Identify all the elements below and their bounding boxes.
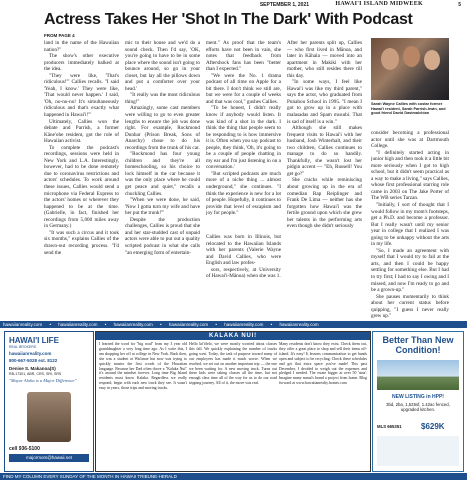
agent-credentials: RB-17301, ABR, CRS, SRI, SRS xyxy=(9,372,62,376)
paragraph: mic to their house and we'd do a sound check. Then I'd say, 'OK, you're going to have to be in some place where the sound isn't going to bounce around, so go in your closet, but lay all the pillows down and put a comforter over your head.' xyxy=(125,40,200,92)
paragraph: "When we were done, he said, 'Now I gotta turn my wife and have her put the trunk!'" xyxy=(125,197,200,217)
paragraph: Ultimately, Callies won the debate and Parrish, a former Kāne'ohe resident, got the role of Hawaiian activist. xyxy=(44,118,119,145)
article-column-5 xyxy=(371,130,449,320)
person-figure xyxy=(381,48,399,70)
paragraph: Amazingly, some cast members were willing to go to even greater lengths to ensure the job was done right. For example, Rockmond Dunbar (Prison Break, Sons of Anarchy) chose to do his recordings from the trunk of his car. xyxy=(125,105,200,151)
mls-number: MLS 665351 xyxy=(377,424,402,429)
ad-website[interactable]: hawaiianreality.com xyxy=(9,351,52,356)
banner-link[interactable]: hawaiianreality.com xyxy=(279,322,319,327)
paragraph: After her parents split up, Callies — who first lived in Mānoa, and later in Kāhala — moved into an apartment in Makiki with her mother, who still resides there till this day. xyxy=(287,40,362,79)
website-banner[interactable]: hawaiianreality.com • hawaiianreality.com • hawaiianreality.com • hawaiianreality.com • hawaiianreality.com • hawaiianreality.com xyxy=(0,321,467,328)
paragraph: "It really was the most ridiculous thing!" xyxy=(125,92,200,105)
paragraph: ment." As proof that the team's efforts have not been in vain, she notes that feedback from Aftershock fans has been "better than I expected." xyxy=(206,40,281,73)
paragraph: "It was such a circus and it took six months," explains Callies of the drawn-out recording process. "I'd send the xyxy=(44,229,119,256)
person-figure xyxy=(403,46,420,67)
banner-link[interactable]: hawaiianreality.com xyxy=(224,322,264,327)
paragraph: "We were the No. 1 drama podcast of all time on Apple for a bit there. I don't think we still are, but we were for a couple of weeks and that was cool," gushes Callies. xyxy=(206,72,281,105)
continuation-label: FROM PAGE 4 xyxy=(44,33,75,38)
agent-tagline: "Mayor Aloha is a Major Difference" xyxy=(9,378,77,383)
footer-text: FIND MY COLUMN EVERY SUNDAY OF THE MONTH IN HAWAII TRIBUNE-HERALD xyxy=(3,474,177,479)
page-header xyxy=(0,0,467,9)
banner-link[interactable]: hawaiianreality.com xyxy=(3,322,43,327)
house-photo xyxy=(377,360,459,390)
brand-logo: HAWAI'I LIFE xyxy=(9,336,59,345)
paragraph: "So, I made an agreement with myself that I would try to fail at the arts, and then I could be happy settling for something else. But I had to try first; I had to say I owing and I missed, and now I'm ready to go and be a grown-up." xyxy=(371,247,449,294)
paragraph: The show's other executive producers immediately balked at the idea. xyxy=(44,53,119,73)
publication-name: HAWAI'I ISLAND MIDWEEK xyxy=(335,1,423,7)
agent-cell[interactable]: cell 936-5100 xyxy=(9,446,40,452)
banner-link[interactable]: hawaiianreality.com xyxy=(113,322,153,327)
issue-date: SEPTEMBER 1, 2021 xyxy=(259,2,309,8)
cast-photo xyxy=(371,38,449,100)
paragraph: "To be honest, I didn't really know if anybody would listen. It was kind of a shot in the dark. I think the thing that people seem to be responding to is how immersive it is. Often when you say podcast to people, they think, 'Oh, it's going to be a couple of people chatting in my ear and I'm just listening in on a conversation.' xyxy=(206,105,281,171)
paragraph: Despite the production challenges, Callies is proud that she and her star-studded cast of unpaid actors were able to put out a quality scripted podcast in what she calls "an emerging form of entertain- xyxy=(125,216,200,256)
column-title: KALAKA NUI! xyxy=(96,332,370,340)
paragraph: "I definitely started acting in junior high and then took it a little bit more seriously when I got to high school, but it didn't seem practical as a way to make a living," says Callies, whose first professional starring role came in 2003 on The Jake Porter of The WB series Tarzan. xyxy=(371,149,449,202)
paragraph: consider becoming a professional actor until she was at Dartmouth College. xyxy=(371,130,449,150)
agent-name: Denise S. Makanoa(S) xyxy=(9,366,56,371)
brokerage-logo xyxy=(377,436,459,466)
paragraph: "But scripted podcasts are much more of a niche thing ... almost underground," she continues. "I think the experience is new for a lot of people. Hopefully, it continues to provide that level of escapism and joy for people." xyxy=(206,170,281,217)
new-listing-label: NEW LISTING in HPP! xyxy=(392,394,444,400)
paragraph: "Initially, I sort of thought that I would follow in my mom's footsteps, get a Ph.D. and become a professor. But I really wasn't until my senior year in college that I realized I was going to be unhappy without the arts in my life. xyxy=(371,202,449,248)
realtor-ad[interactable] xyxy=(4,331,94,472)
article-headline: Actress Takes Her 'Shot In The Dark' With Podcast xyxy=(44,11,413,28)
person-figure xyxy=(424,50,440,70)
column-text: Many residents don't know they exist. Check them out, they offer a great place to shop and sell their items off-island. It's easy! It lessons communication to get hands open and subject to be recycling. Check these schedules and get that extra space you've made! This past December, I decided to weigh out the expenses and pledged I needed. The estate bigger at over 50 'aina'. Imagine many nunui's brand a project from home. Blog forward at www.hawaiianrealty.homes.com xyxy=(279,342,367,386)
photo-caption: Sarah Wayne Callies with costar former Hawai'i resident, Sarah Parrish-Irwin, and good friend David Dastmalchian xyxy=(371,102,446,115)
paragraph: "In some ways, I feel like Hawai'i was like my third parent," says the actor, who graduated from Punahou School in 1995. "I mean I got to grow up in a place with malasadas and Spam musubi. That is sad of itself is a win." xyxy=(287,79,362,125)
footer-banner xyxy=(0,473,467,480)
article-column-2 xyxy=(125,40,200,256)
column-text: Hello kō'ōlelo, we were mostly worried about classes this fall. We quickly explaining the number of trucks going west. Today, the task of purpose toward many of our employees has made it much worse. When we reached, we set out on another important trip — the one we been waiting for. A new moving truck. Turns out these kids were taking classes all the time, but not enough class time all of the way for us to do our road tripping journey. All of it, the move was real. xyxy=(189,342,277,386)
listing-headline: Better Than New Condition! xyxy=(382,335,454,355)
article-column-4 xyxy=(287,40,362,320)
article-column-1 xyxy=(44,40,119,256)
paragraph: She pauses momentarily to think about her current status before quipping, "I guess I never really grew up." xyxy=(371,293,449,320)
agent-email[interactable]: majormom@hawaii.net xyxy=(9,454,89,462)
page-number: 5 xyxy=(458,2,461,8)
agent-portrait xyxy=(27,392,71,442)
listing-price: $629K xyxy=(421,422,445,431)
column-box xyxy=(95,331,371,472)
article-column-3-lower xyxy=(206,234,281,320)
paragraph: She cracks while reminiscing about growing up in the era of comedian Rap Reiplinger and Frank De Lima — neither has she forgotten how Hawai'i was the fertile ground upon which she grew her talents in the performing arts even though she didn't seriously xyxy=(287,177,362,230)
banner-link[interactable]: hawaiianreality.com xyxy=(58,322,98,327)
paragraph: sors, respectively, at University of Hawai'i-Mānoa) when she was 1. xyxy=(206,266,281,280)
paragraph: "Rockmond has four young children and they're all homeschooling, so his choice to lock himself in the car because it was the only place where he could get peace and quiet," recalls a chuckling Callies. xyxy=(125,151,200,197)
paragraph: To complete the podcast's recordings, sessions were held in New York and L.A. Interestingly, however, had to be done remotely due to coronavirus restrictions and actors' schedules. To work around these issues, Callies would send a microphone via Federal Express to the actors' homes or wherever they happened to be at the time. (Gabrielle, in fact, finished her recordings from 5,000 miles away in Germany.) xyxy=(44,144,119,230)
brand-subtitle: REAL BROKERS xyxy=(9,345,37,349)
paragraph: Callies was born in Illinois, but relocated to the Hawaiian Islands with her parents (Valerie Wayne and David Callies, who were English and law profes- xyxy=(206,234,281,267)
column-text: I learned the word for "big road" from my 3 year old granddaughter a very long time ago. As I write this, I am shopping her off at college in New York. Back then, she was a student at Wai'anae but now was trying to quickly master the first words of the Hawaiian language. Because her Dad often drove a "Kalaka Nui" it's around the mindset forever. Long time Big Island residents must know Kalaka. Regardless we really respond, begin with each new truck they see. It wasn't easy in years, those trips and moving trucks. xyxy=(99,342,187,391)
paragraph: Although she still makes frequent visits to Hawai'i with her husband, Josh Winterhalt, and their two children, Callies continues to manage to do so handily. Thankfully, she wasn't lost her pidgin accent — "Eh, Russell! You get go?" xyxy=(287,125,362,177)
article-column-3 xyxy=(206,40,281,217)
banner-link[interactable]: hawaiianreality.com xyxy=(168,322,209,327)
listing-description: 3bd, 2ba, 1,525sf, 1.42ac fenced, upgraded kitchen. xyxy=(386,402,450,413)
listing-ad[interactable] xyxy=(372,331,464,472)
paragraph: "They were like, 'That's ridiculous!'" Callies recalls. "I said 'Yeah, I know.' They were like, 'That would never happen.' I said, 'Oh, no-no-no! It's simultaneously ridiculous and that's exactly what happened in Hawai'i!'" xyxy=(44,72,119,119)
ad-phone[interactable]: 800-667-5028 ext. 8122 xyxy=(9,358,58,363)
paragraph: land in the name of the Hawaiian nation?" xyxy=(44,40,119,53)
